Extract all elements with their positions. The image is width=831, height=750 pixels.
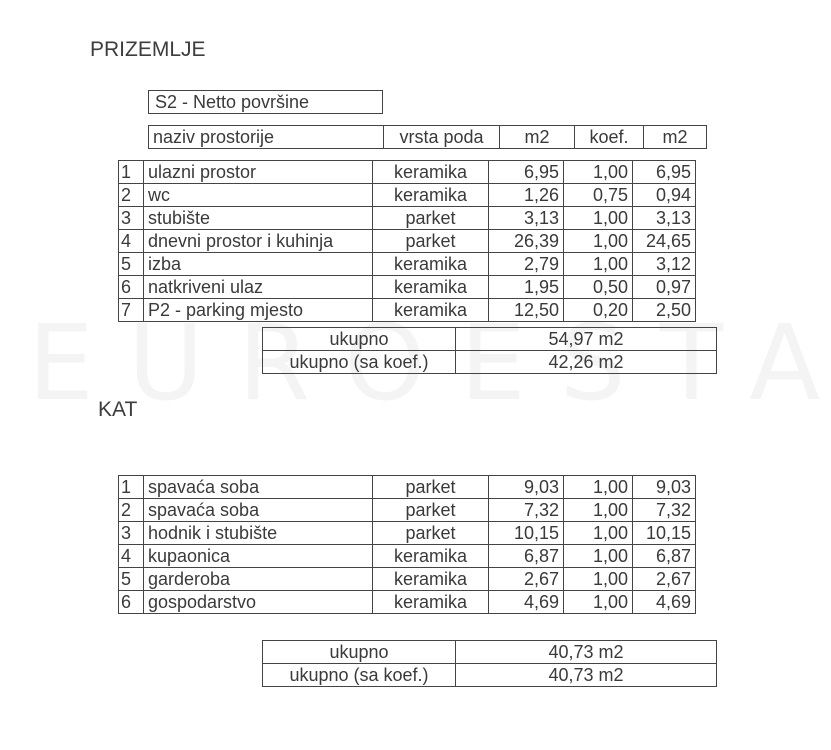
floor-type: keramika <box>373 161 489 184</box>
row-index: 1 <box>119 161 144 184</box>
room-name: ulazni prostor <box>144 161 373 184</box>
row-index: 1 <box>119 476 144 499</box>
area-m2-coef: 6,95 <box>633 161 696 184</box>
ground-floor-totals <box>262 327 717 374</box>
room-name: gospodarstvo <box>144 591 373 614</box>
coefficient: 0,20 <box>564 299 633 322</box>
room-name: stubište <box>144 207 373 230</box>
total-label: ukupno (sa koef.) <box>263 351 456 374</box>
floor-type: parket <box>373 230 489 253</box>
upper-floor-title: KAT <box>98 398 138 421</box>
room-name: izba <box>144 253 373 276</box>
area-m2-coef: 9,03 <box>633 476 696 499</box>
total-label: ukupno (sa koef.) <box>263 664 456 687</box>
area-m2-coef: 3,13 <box>633 207 696 230</box>
header-m2-coef: m2 <box>644 126 707 149</box>
area-m2: 3,13 <box>489 207 564 230</box>
coefficient: 1,00 <box>564 499 633 522</box>
row-index: 2 <box>119 184 144 207</box>
coefficient: 1,00 <box>564 591 633 614</box>
header-table <box>148 125 707 149</box>
area-m2-coef: 2,67 <box>633 568 696 591</box>
header-name: naziv prostorije <box>149 126 384 149</box>
room-name: kupaonica <box>144 545 373 568</box>
floor-type: keramika <box>373 253 489 276</box>
coefficient: 0,50 <box>564 276 633 299</box>
total-label: ukupno <box>263 641 456 664</box>
area-m2: 12,50 <box>489 299 564 322</box>
area-m2-coef: 24,65 <box>633 230 696 253</box>
floor-type: parket <box>373 207 489 230</box>
total-row <box>263 328 717 351</box>
header-coef: koef. <box>575 126 644 149</box>
room-name: natkriveni ulaz <box>144 276 373 299</box>
area-m2: 6,95 <box>489 161 564 184</box>
coefficient: 1,00 <box>564 545 633 568</box>
floor-type: parket <box>373 499 489 522</box>
area-m2: 7,32 <box>489 499 564 522</box>
floor-type: keramika <box>373 591 489 614</box>
area-m2: 10,15 <box>489 522 564 545</box>
row-index: 7 <box>119 299 144 322</box>
header-m2: m2 <box>500 126 575 149</box>
coefficient: 1,00 <box>564 568 633 591</box>
table-row <box>119 568 696 591</box>
table-row <box>119 522 696 545</box>
room-name: dnevni prostor i kuhinja <box>144 230 373 253</box>
coefficient: 1,00 <box>564 230 633 253</box>
table-row <box>119 499 696 522</box>
total-value: 54,97 m2 <box>456 328 717 351</box>
row-index: 5 <box>119 568 144 591</box>
floor-type: keramika <box>373 184 489 207</box>
total-value: 40,73 m2 <box>456 664 717 687</box>
row-index: 3 <box>119 522 144 545</box>
area-m2-coef: 6,87 <box>633 545 696 568</box>
table-row <box>119 184 696 207</box>
floor-type: keramika <box>373 545 489 568</box>
ground-floor-table <box>118 160 696 322</box>
total-label: ukupno <box>263 328 456 351</box>
table-row <box>119 161 696 184</box>
floor-type: keramika <box>373 276 489 299</box>
area-m2: 2,79 <box>489 253 564 276</box>
area-m2: 6,87 <box>489 545 564 568</box>
coefficient: 1,00 <box>564 161 633 184</box>
floor-type: keramika <box>373 299 489 322</box>
upper-floor-table <box>118 475 696 614</box>
table-row <box>119 253 696 276</box>
total-row <box>263 641 717 664</box>
room-name: hodnik i stubište <box>144 522 373 545</box>
area-m2-coef: 4,69 <box>633 591 696 614</box>
row-index: 6 <box>119 591 144 614</box>
table-row <box>119 276 696 299</box>
table-row <box>119 207 696 230</box>
coefficient: 1,00 <box>564 207 633 230</box>
area-m2-coef: 7,32 <box>633 499 696 522</box>
table-row <box>119 591 696 614</box>
row-index: 5 <box>119 253 144 276</box>
area-m2: 1,95 <box>489 276 564 299</box>
table-row <box>119 299 696 322</box>
floor-type: parket <box>373 476 489 499</box>
coefficient: 1,00 <box>564 522 633 545</box>
ground-floor-title: PRIZEMLJE <box>90 38 206 61</box>
room-name: garderoba <box>144 568 373 591</box>
coefficient: 0,75 <box>564 184 633 207</box>
upper-floor-totals <box>262 640 717 687</box>
area-m2-coef: 2,50 <box>633 299 696 322</box>
area-m2-coef: 10,15 <box>633 522 696 545</box>
area-m2: 2,67 <box>489 568 564 591</box>
table-row <box>119 545 696 568</box>
area-m2: 1,26 <box>489 184 564 207</box>
total-row <box>263 351 717 374</box>
row-index: 6 <box>119 276 144 299</box>
area-m2-coef: 3,12 <box>633 253 696 276</box>
area-m2: 4,69 <box>489 591 564 614</box>
area-m2-coef: 0,94 <box>633 184 696 207</box>
area-m2: 9,03 <box>489 476 564 499</box>
room-name: wc <box>144 184 373 207</box>
header-floor: vrsta poda <box>384 126 500 149</box>
room-name: spavaća soba <box>144 499 373 522</box>
row-index: 2 <box>119 499 144 522</box>
table-title: S2 - Netto površine <box>148 90 383 114</box>
area-m2-coef: 0,97 <box>633 276 696 299</box>
total-row <box>263 664 717 687</box>
total-value: 40,73 m2 <box>456 641 717 664</box>
room-name: P2 - parking mjesto <box>144 299 373 322</box>
floor-type: parket <box>373 522 489 545</box>
total-value: 42,26 m2 <box>456 351 717 374</box>
floor-type: keramika <box>373 568 489 591</box>
table-row <box>119 230 696 253</box>
area-m2: 26,39 <box>489 230 564 253</box>
coefficient: 1,00 <box>564 476 633 499</box>
coefficient: 1,00 <box>564 253 633 276</box>
room-name: spavaća soba <box>144 476 373 499</box>
table-row <box>119 476 696 499</box>
row-index: 4 <box>119 545 144 568</box>
row-index: 4 <box>119 230 144 253</box>
row-index: 3 <box>119 207 144 230</box>
